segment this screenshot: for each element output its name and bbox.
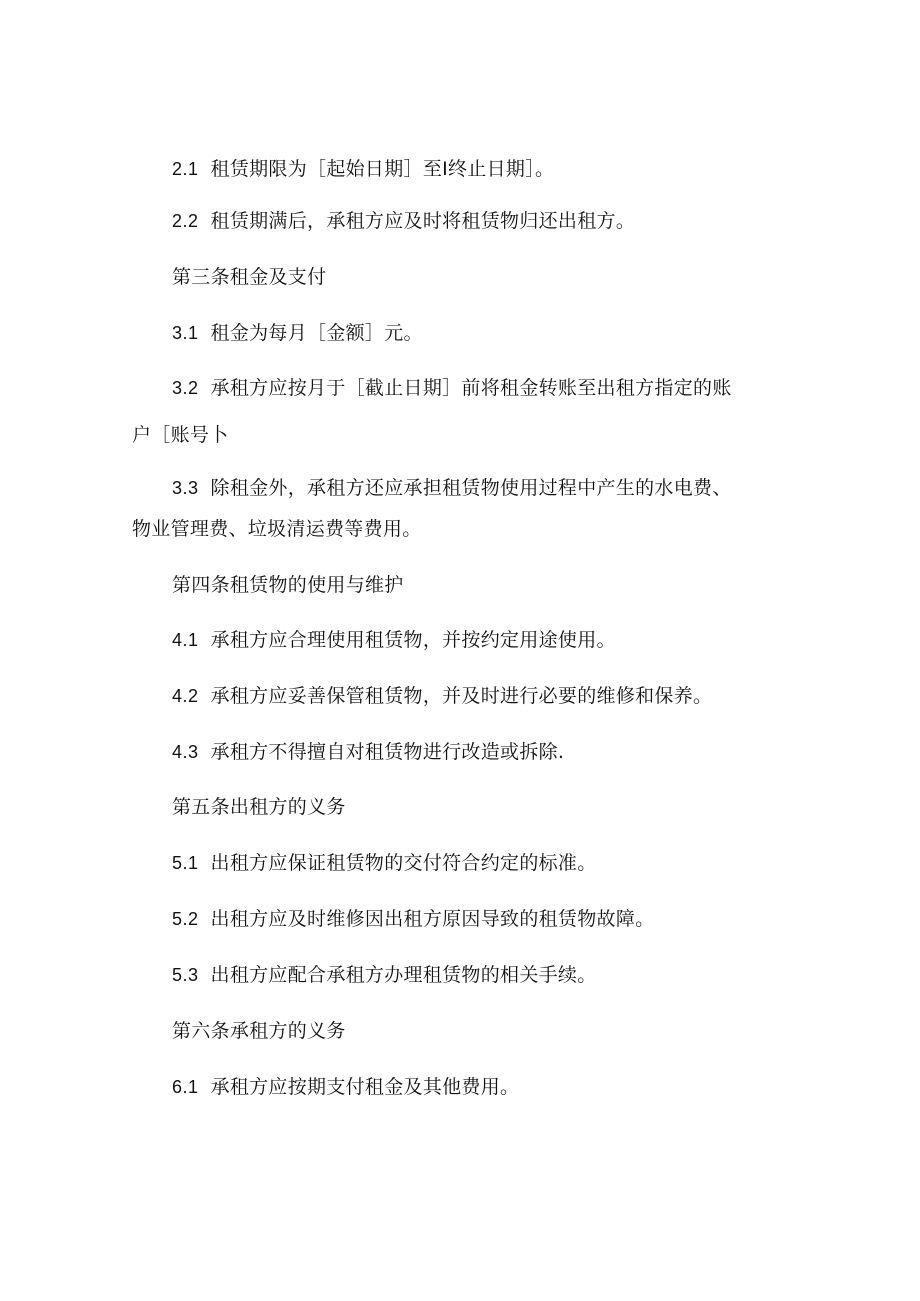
clause-number: 3.2	[172, 378, 199, 398]
clause-5-2	[0, 907, 920, 931]
clause-text: 承租方应按期支付租金及其他费用。	[210, 1076, 520, 1098]
clause-3-3	[0, 476, 920, 500]
article-heading: 第四条租赁物的使用与维护	[172, 574, 404, 596]
article-heading-6	[0, 1019, 920, 1043]
clause-number: 2.1	[172, 159, 199, 179]
clause-number: 4.1	[172, 630, 199, 650]
clause-number: 5.2	[172, 909, 199, 929]
clause-text: 租金为每月［金额］元。	[210, 322, 423, 344]
clause-number: 6.1	[172, 1077, 199, 1097]
clause-5-3	[0, 963, 920, 987]
clause-6-1	[0, 1075, 920, 1099]
clause-text-continuation: 物业管理费、垃圾清运费等费用。	[132, 518, 422, 540]
clause-2-2	[0, 209, 920, 233]
clause-text: 承租方不得擅自对租赁物进行改造或拆除.	[210, 741, 565, 763]
article-heading: 第六条承租方的义务	[172, 1020, 346, 1042]
clause-text-continuation: 户［账号卜	[132, 424, 229, 446]
clause-text: 承租方应按月于［截止日期］前将租金转账至出租方指定的账	[210, 377, 732, 399]
clause-text: 承租方应合理使用租赁物，并按约定用途使用。	[210, 629, 616, 651]
clause-text: 出租方应保证租赁物的交付符合约定的标准。	[210, 852, 597, 874]
article-heading: 第三条租金及支付	[172, 266, 327, 288]
clause-text: 租赁期满后，承租方应及时将租赁物归还出租方。	[210, 210, 636, 232]
clause-number: 5.1	[172, 853, 199, 873]
clause-3-2	[0, 376, 920, 400]
clause-2-1	[0, 157, 920, 181]
article-heading-4	[0, 573, 920, 597]
article-heading-5	[0, 795, 920, 819]
clause-4-2	[0, 684, 920, 708]
clause-4-3	[0, 740, 920, 764]
clause-3-3-continuation	[0, 517, 920, 541]
clause-number: 5.3	[172, 965, 199, 985]
clause-number: 4.2	[172, 686, 199, 706]
clause-number: 3.1	[172, 323, 199, 343]
clause-text: 租赁期限为［起始日期］至I终止日期］。	[210, 158, 555, 180]
clause-number: 3.3	[172, 478, 199, 498]
clause-3-2-continuation	[0, 423, 920, 447]
clause-5-1	[0, 851, 920, 875]
clause-4-1	[0, 628, 920, 652]
clause-number: 2.2	[172, 211, 199, 231]
article-heading-3	[0, 265, 920, 289]
clause-text: 承租方应妥善保管租赁物，并及时进行必要的维修和保养。	[210, 685, 713, 707]
clause-text: 出租方应配合承租方办理租赁物的相关手续。	[210, 964, 597, 986]
clause-number: 4.3	[172, 742, 199, 762]
article-heading: 第五条出租方的义务	[172, 796, 346, 818]
clause-3-1	[0, 321, 920, 345]
clause-text: 出租方应及时维修因出租方原因导致的租赁物故障。	[210, 908, 655, 930]
clause-text: 除租金外，承租方还应承担租赁物使用过程中产生的水电费、	[210, 477, 732, 499]
